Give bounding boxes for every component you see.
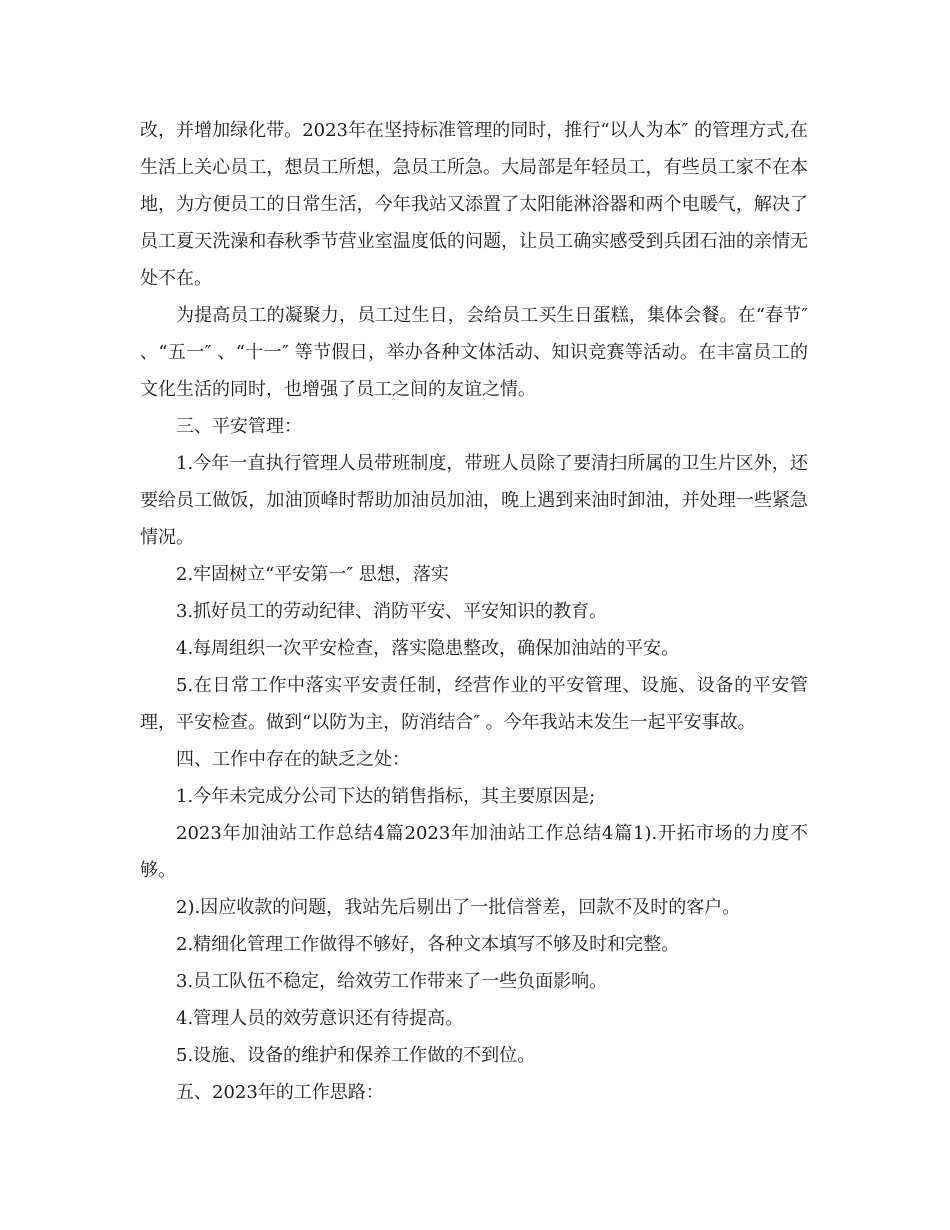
document-body xyxy=(140,112,808,1111)
section-heading-shortcomings: 四、工作中存在的缺乏之处： xyxy=(176,749,410,770)
section-heading-work-plan: 五、2023年的工作思路： xyxy=(176,1082,384,1103)
safety-item-1: 1.今年一直执行管理人员带班制度，带班人员除了要清扫所属的卫生片区外，还要给员工做饭，加油顶峰时帮助加油员加油，晚上遇到来油时卸油，并处理一些紧急情况。 xyxy=(140,453,808,548)
shortcoming-item-4: 4.管理人员的效劳意识还有待提高。 xyxy=(176,1008,464,1029)
safety-item-4: 4.每周组织一次平安检查，落实隐患整改，确保加油站的平安。 xyxy=(176,638,680,659)
safety-item-3: 3.抓好员工的劳动纪律、消防平安、平安知识的教育。 xyxy=(176,601,608,622)
shortcoming-item-3: 3.员工队伍不稳定，给效劳工作带来了一些负面影响。 xyxy=(176,971,608,992)
shortcoming-item-2: 2.精细化管理工作做得不够好，各种文本填写不够及时和完整。 xyxy=(176,934,680,955)
safety-item-5: 5.在日常工作中落实平安责任制，经营作业的平安管理、设施、设备的平安管理，平安检查。做到“以防为主，防消结合″ 。今年我站未发生一起平安事故。 xyxy=(140,675,808,733)
shortcoming-item-5: 5.设施、设备的维护和保养工作做的不到位。 xyxy=(176,1045,536,1066)
shortcoming-reason-1: 2023年加油站工作总结4篇2023年加油站工作总结4篇1).开拓市场的力度不够。 xyxy=(140,823,808,881)
shortcoming-item-1: 1.今年未完成分公司下达的销售指标，其主要原因是; xyxy=(176,786,596,807)
section-heading-safety: 三、平安管理： xyxy=(176,416,302,437)
safety-item-2: 2.牢固树立“平安第一″ 思想，落实 xyxy=(176,564,449,585)
shortcoming-reason-2: 2).因应收款的问题，我站先后剔出了一批信誉差，回款不及时的客户。 xyxy=(176,897,741,918)
paragraph-greening-and-care: 改，并增加绿化带。2023年在坚持标准管理的同时，推行“以人为本″ 的管理方式,在生活上关心员工，想员工所想，急员工所急。大局部是年轻员工，有些员工家不在本地，为方便员工的日常生活，今年我站又添置了太阳能淋浴器和两个电暖气，解决了员工夏天洗澡和春秋季节营业室温度低的问题，让员工确实感受到兵团石油的亲情无处不在。 xyxy=(140,120,808,289)
paragraph-cohesion: 为提高员工的凝聚力，员工过生日，会给员工买生日蛋糕，集体会餐。在“春节″ 、“五一″ 、“十一″ 等节假日，举办各种文体活动、知识竞赛等活动。在丰富员工的文化生活的同时，也增强了员工之间的友谊之情。 xyxy=(140,305,808,400)
